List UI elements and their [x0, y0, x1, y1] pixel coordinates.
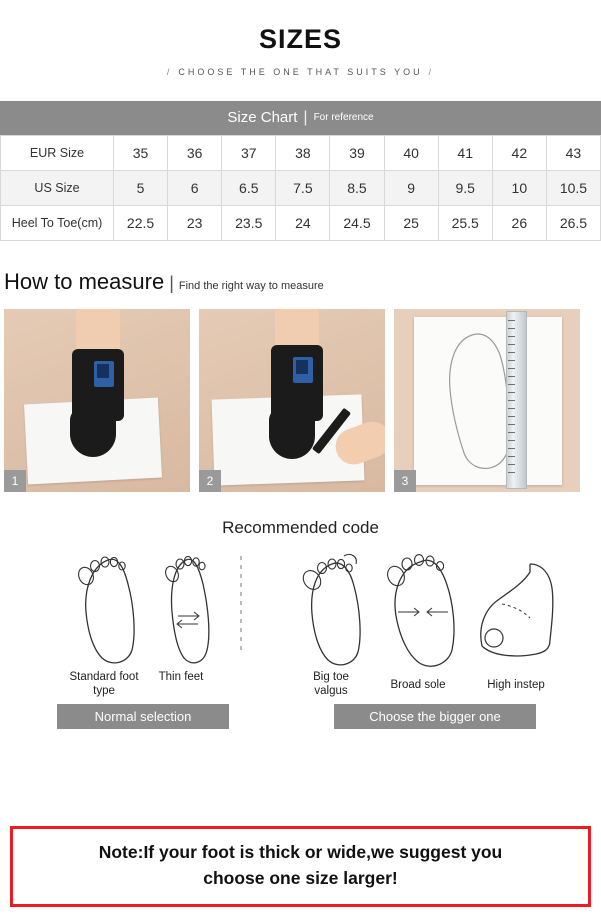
caption-thin-feet: Thin feet: [158, 670, 204, 683]
page-title: SIZES: [258, 24, 343, 54]
sock-logo-tab: [293, 357, 313, 383]
cell-eur-1: 36: [168, 135, 222, 170]
cell-us-4: 8.5: [330, 170, 384, 205]
cell-eur-7: 42: [492, 135, 546, 170]
size-chart-header: [0, 101, 601, 135]
subtitle-slash-right: /: [428, 66, 435, 77]
broad-sole-icon: [374, 550, 470, 670]
cell-eur-0: 35: [114, 135, 168, 170]
how-to-measure-header: [0, 269, 601, 295]
caption-broad-sole: Broad sole: [390, 678, 446, 691]
measure-step-2-photo: [199, 309, 385, 492]
size-chart-heading: Size Chart: [227, 109, 298, 127]
cell-us-5: 9: [384, 170, 438, 205]
cell-cm-4: 24.5: [330, 205, 384, 240]
table-row: [1, 205, 601, 240]
normal-selection-button[interactable]: Normal selection: [57, 704, 229, 729]
caption-big-toe-valgus: [288, 670, 374, 699]
how-to-measure-sub: Find the right way to measure: [178, 279, 324, 292]
step-2-scene: [199, 309, 385, 492]
caption-bigtoe-line1: Big toe: [313, 670, 349, 683]
high-instep-icon: [468, 560, 568, 670]
note-line-1: Note:If your foot is thick or wide,we suggest you: [98, 842, 503, 863]
step-number-badge: 2: [199, 470, 221, 492]
cell-eur-6: 41: [438, 135, 492, 170]
cell-cm-6: 25.5: [438, 205, 492, 240]
foot-front: [269, 409, 315, 459]
cell-us-6: 9.5: [438, 170, 492, 205]
size-chart-heading-sub: For reference: [313, 112, 374, 124]
caption-bigtoe-line2: valgus: [314, 685, 348, 698]
size-chart-heading-separator: |: [303, 108, 308, 126]
row-label-eur: EUR Size: [1, 135, 114, 170]
cell-eur-5: 40: [384, 135, 438, 170]
row-label-heel-to-toe: Heel To Toe(cm): [1, 205, 114, 240]
table-row: [1, 170, 601, 205]
cell-eur-8: 43: [546, 135, 600, 170]
ruler: [506, 311, 527, 489]
cell-us-8: 10.5: [546, 170, 600, 205]
caption-standard-line1: Standard foot: [69, 670, 139, 683]
cell-us-1: 6: [168, 170, 222, 205]
row-label-us: US Size: [1, 170, 114, 205]
caption-standard-foot: [58, 670, 150, 699]
cell-eur-3: 38: [276, 135, 330, 170]
foot-front: [70, 409, 116, 457]
page-subtitle: [0, 67, 601, 77]
measure-step-3-photo: [394, 309, 580, 492]
cell-us-3: 7.5: [276, 170, 330, 205]
cell-cm-2: 23.5: [222, 205, 276, 240]
sock-logo-tab: [94, 361, 114, 387]
size-chart-table: [0, 135, 601, 241]
cell-cm-3: 24: [276, 205, 330, 240]
measure-photos: [0, 309, 601, 492]
how-to-measure-heading: How to measure: [4, 268, 165, 294]
caption-standard-line2: type: [93, 685, 115, 698]
standard-foot-icon: [62, 550, 152, 670]
cell-eur-4: 39: [330, 135, 384, 170]
note-line-2: choose one size larger!: [203, 867, 398, 888]
cell-us-0: 5: [114, 170, 168, 205]
foot-type-diagrams: [0, 548, 601, 738]
cell-cm-1: 23: [168, 205, 222, 240]
cell-us-2: 6.5: [222, 170, 276, 205]
recommended-title: Recommended code: [222, 517, 379, 537]
paper-sheet: [414, 317, 562, 485]
foot-outline-drawing: [414, 317, 562, 485]
how-to-measure-separator: |: [169, 272, 174, 293]
step-number-badge: 3: [394, 470, 416, 492]
cell-eur-2: 37: [222, 135, 276, 170]
size-chart-section: [0, 101, 601, 241]
thin-foot-icon: [148, 550, 228, 670]
note-box: [10, 826, 591, 907]
caption-high-instep: High instep: [487, 678, 545, 691]
subtitle-slash-left: /: [166, 66, 173, 77]
big-toe-valgus-icon: [288, 550, 378, 670]
measure-step-1-photo: [4, 309, 190, 492]
cell-us-7: 10: [492, 170, 546, 205]
step-number-badge: 1: [4, 470, 26, 492]
group-divider: [240, 556, 242, 651]
cell-cm-5: 25: [384, 205, 438, 240]
step-1-scene: [4, 309, 190, 492]
cell-cm-7: 26: [492, 205, 546, 240]
choose-bigger-one-button[interactable]: Choose the bigger one: [334, 704, 536, 729]
table-row: [1, 135, 601, 170]
cell-cm-0: 22.5: [114, 205, 168, 240]
subtitle-text: CHOOSE THE ONE THAT SUITS YOU: [178, 66, 423, 77]
cell-cm-8: 26.5: [546, 205, 600, 240]
